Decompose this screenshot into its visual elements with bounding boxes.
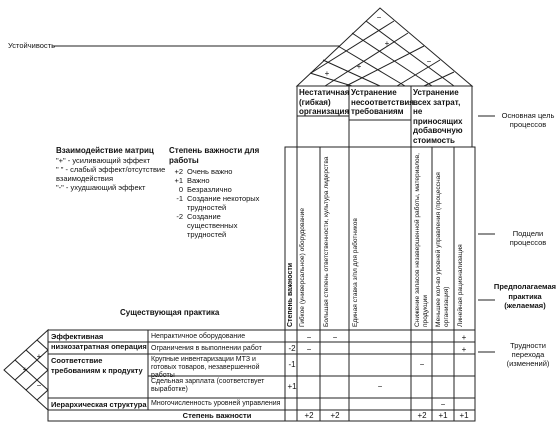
row-label: Непрактичное оборудование xyxy=(151,333,246,340)
col-header-fewer-levels: Меньшее кол-во уровней управления (процессная организация) xyxy=(435,172,450,327)
main-goal-label: Основная цель процессов xyxy=(501,111,555,129)
left-roof-mark: + xyxy=(22,365,28,374)
legend xyxy=(56,146,166,192)
col-header-importance: Степень важности xyxy=(287,262,294,327)
goal-header-waste: Устранение всех затрат, не приносящих добавочную стоимость xyxy=(413,88,463,145)
importance-item: +1 Важно xyxy=(174,176,210,185)
existing-practice-label: Существующая практика xyxy=(120,308,220,317)
matrix-mark: − xyxy=(306,345,312,354)
matrix-mark: + xyxy=(461,345,467,354)
matrix-mark: − xyxy=(306,333,312,342)
row-importance: -1 xyxy=(288,360,296,369)
importance-item: +2 Очень важно xyxy=(174,167,233,176)
roof-mark: + xyxy=(324,69,330,78)
importance-item: -1 Создание некоторых трудностей xyxy=(176,194,260,212)
bottom-value: +2 xyxy=(330,411,340,420)
matrix-mark: − xyxy=(332,333,338,342)
row-importance: -2 xyxy=(288,344,296,353)
bottom-value: +1 xyxy=(459,411,469,420)
row-label: Многочисленность уровней управления xyxy=(151,400,281,407)
roof-mark: − xyxy=(376,13,382,22)
legend-item-blank: " " - слабый эффект/отсутствие взаимодействия xyxy=(56,164,166,183)
row-label: Ограничения в выполнении работ xyxy=(151,345,262,352)
stability-label: Устойчивость xyxy=(8,41,55,50)
importance-item: 0 Безразлично xyxy=(178,185,232,194)
roof-mark: + xyxy=(384,39,390,48)
subgoals-label: Подцели процессов xyxy=(509,229,547,247)
left-roof-mark: − xyxy=(36,381,42,390)
col-header-line-rationalization: Линейная рационализация xyxy=(457,244,464,327)
matrix-mark: + xyxy=(461,333,467,342)
col-header-responsibility: Большая степень ответственности, культура лидерства xyxy=(323,156,330,327)
legend-item-minus: "-" - ухудшающий эффект xyxy=(56,182,146,192)
desired-practice-label: Предполагаемая практика (желаемая) xyxy=(493,282,557,310)
bottom-importance-label: Степень важности xyxy=(182,411,252,420)
row-label: Крупные инвентаризации МТЗ и готовых товаров, незавершенной работы xyxy=(151,356,260,379)
legend-item-plus: "+" - усиливающий эффект xyxy=(56,155,151,165)
bottom-value: +1 xyxy=(438,411,448,420)
importance-title: Степень важности для работы xyxy=(169,146,260,165)
goal-header-nonconformance: Устранение несоответствия требованиям xyxy=(351,88,414,116)
left-roof-mark: + xyxy=(36,352,42,361)
col-header-inventory: Снижение запасов незавершенной работы, материалов, продукции xyxy=(414,153,429,327)
bottom-value: +2 xyxy=(304,411,314,420)
legend-title: Взаимодействие матриц xyxy=(56,146,154,155)
goal-header-flexible: Нестатичная (гибкая) организация xyxy=(299,88,350,116)
row-group-hierarchy: Иерархическая структура xyxy=(51,400,147,409)
matrix-mark: − xyxy=(440,400,446,409)
row-group-product-conformance: Соответствие требованиям к продукту xyxy=(51,356,143,375)
difficulty-label: Трудности перехода (изменений) xyxy=(506,341,550,368)
bottom-value: +2 xyxy=(417,411,427,420)
row-importance: +1 xyxy=(287,382,297,391)
matrix-mark: − xyxy=(377,382,383,391)
row-label: Сдельная зарплата (соответствует выработке) xyxy=(151,378,265,393)
roof-mark: + xyxy=(356,62,362,71)
roof-mark: − xyxy=(426,57,432,66)
col-header-flex-equipment: Гибкое (универсальное) оборудование xyxy=(299,208,306,327)
row-group-efficient-operation: Эффективная низкозатратная операция xyxy=(51,332,147,351)
col-header-single-rate: Единая ставка з/пл для работников xyxy=(352,218,359,327)
importance-item: -2 Создание существенных трудностей xyxy=(176,212,238,239)
importance-scale xyxy=(169,146,279,239)
matrix-mark: − xyxy=(419,360,425,369)
